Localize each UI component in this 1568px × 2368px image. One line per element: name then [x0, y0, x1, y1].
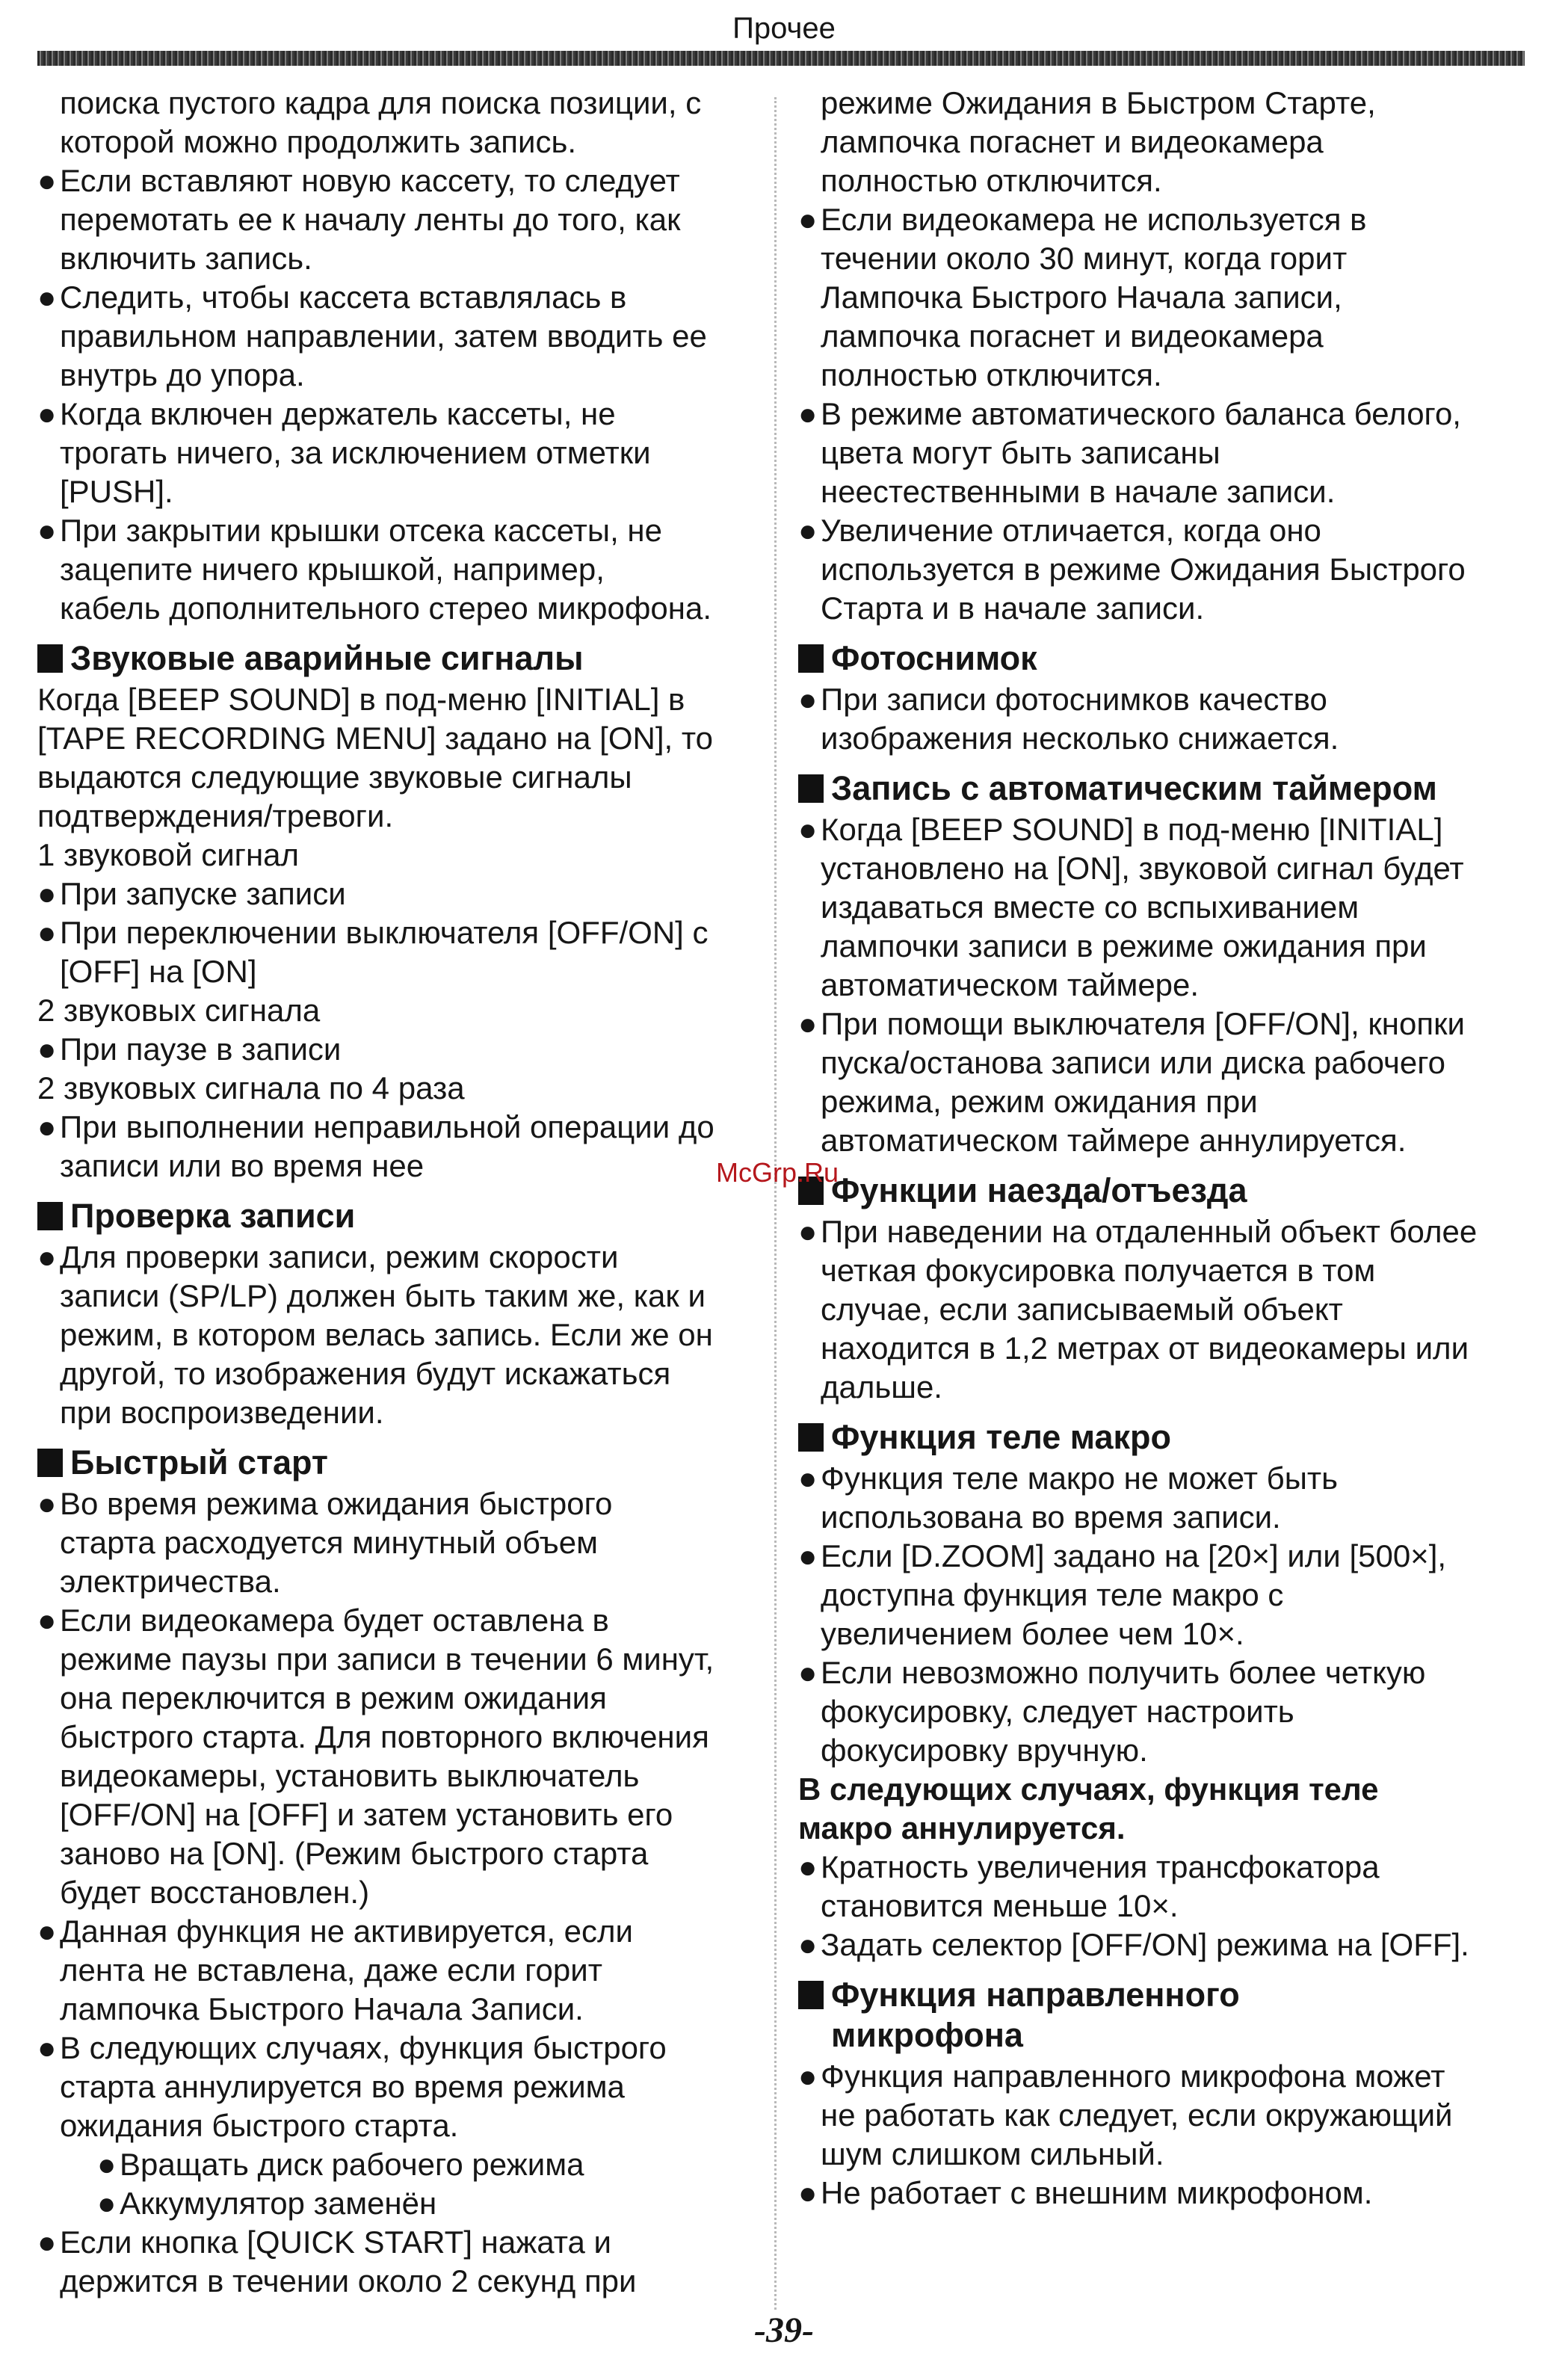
bullet-text: Кратность увеличения трансфокатора — [821, 1849, 1380, 1884]
text-line: [TAPE RECORDING MENU] задано на [ON], то — [37, 721, 713, 756]
bullet-text: режим, в котором велась запись. Если же он — [60, 1317, 713, 1352]
bullet-line — [798, 356, 1523, 395]
bullet-icon: ● — [798, 396, 818, 431]
bullet-line — [798, 511, 1523, 550]
text-line: макро аннулируется. — [798, 1810, 1126, 1846]
bullet-line — [37, 589, 755, 628]
intro-bullets — [37, 161, 755, 628]
bullet-line — [37, 1757, 755, 1795]
bullet-text: лампочка погаснет и видеокамера — [821, 318, 1324, 354]
bullet-text: четкая фокусировка получается в том — [821, 1253, 1376, 1288]
page-header: Прочее — [732, 12, 836, 45]
section-heading-photo: Фотоснимок — [798, 638, 1523, 679]
bullet-line — [798, 1082, 1523, 1121]
bullet-text: Если [D.ZOOM] задано на [20×] или [500×], — [821, 1538, 1447, 1573]
bullet-text: течении около 30 минут, когда горит — [821, 241, 1348, 276]
bullet-text: неестественными в начале записи. — [821, 474, 1336, 509]
text-line: которой можно продолжить запись. — [60, 124, 577, 159]
text-line: лампочка погаснет и видеокамера — [821, 124, 1324, 159]
section-heading-beep: Звуковые аварийные сигналы — [37, 638, 755, 679]
bullet-line — [798, 1368, 1523, 1407]
bullet-line — [798, 966, 1523, 1005]
bullet-item — [798, 511, 1523, 628]
bullet-icon: ● — [798, 513, 818, 548]
bullet-line — [37, 511, 755, 550]
bullet-line — [798, 278, 1523, 317]
bullet-icon: ● — [37, 1109, 57, 1144]
bullet-text: изображения несколько снижается. — [821, 721, 1339, 756]
bullet-text: При наведении на отдаленный объект более — [821, 1214, 1478, 1249]
bullet-line — [798, 810, 1523, 849]
bullet-line — [798, 239, 1523, 278]
bullet-text: фокусировку, следует настроить — [821, 1694, 1294, 1729]
bullet-line — [798, 1498, 1523, 1537]
bullet-line — [37, 356, 755, 395]
bullet-line — [37, 1523, 755, 1562]
intro-lines — [37, 84, 755, 161]
section-heading-mic: Функция направленного — [798, 1975, 1523, 2015]
bullet-line — [798, 1459, 1523, 1498]
bullet-line: ● Если кнопка [QUICK START] нажата и — [37, 2223, 755, 2262]
bullet-line — [37, 317, 755, 356]
bullet-text: зацепите ничего крышкой, например, — [60, 552, 605, 587]
bullet-text: видеокамеры, установить выключатель — [60, 1758, 640, 1793]
bullet-line — [37, 1834, 755, 1873]
bullet-text: [PUSH]. — [60, 474, 173, 509]
bullet-line — [798, 200, 1523, 239]
bullet-icon: ● — [37, 1603, 57, 1638]
bullet-icon: ● — [37, 1239, 57, 1274]
bullet-text: трогать ничего, за исключением отметки — [60, 435, 651, 470]
bullet-line — [798, 1692, 1523, 1731]
bullet-text: используется в режиме Ожидания Быстрого — [821, 552, 1466, 587]
bullet-text: старта расходуется минутный объем — [60, 1525, 598, 1560]
bullet-text: В следующих случаях, функция быстрого — [60, 2030, 667, 2065]
bullet-line — [798, 719, 1523, 758]
bullet-text: При помощи выключателя [OFF/ON], кнопки — [821, 1006, 1465, 1041]
bullet-text: другой, то изображения будут искажаться — [60, 1356, 671, 1391]
bullet-text: автоматическом таймере. — [821, 967, 1200, 1002]
bullet-line — [798, 317, 1523, 356]
page-number: -39- — [754, 2310, 814, 2350]
bullet-item — [37, 2029, 755, 2145]
text-line: поиска пустого кадра для поиска позиции, с — [60, 85, 702, 120]
bullet-text: Когда [BEEP SOUND] в под-меню [INITIAL] — [821, 812, 1443, 847]
bullet-item — [37, 1238, 755, 1432]
bullet-line — [798, 550, 1523, 589]
bullet-icon: ● — [37, 396, 57, 431]
text-line: подтверждения/тревоги. — [37, 798, 394, 833]
bullet-line — [37, 1393, 755, 1432]
bullet-line — [37, 1484, 755, 1523]
bullet-line — [798, 680, 1523, 719]
bullet-item — [798, 2174, 1523, 2213]
bullet-text: лента не вставлена, даже если горит — [60, 1952, 602, 1988]
section-marker-icon — [798, 774, 824, 803]
section-marker-icon — [37, 1202, 63, 1230]
bullet-line — [37, 875, 755, 913]
bullet-text: будет восстановлен.) — [60, 1875, 370, 1910]
bullet-line — [798, 1537, 1523, 1576]
continued-bullets — [798, 200, 1523, 628]
bullet-icon: ● — [37, 1914, 57, 1949]
bullet-icon: ● — [798, 1006, 818, 1041]
bullet-text: записи или во время нее — [60, 1148, 425, 1183]
bullet-text: лампочка Быстрого Начала Записи. — [60, 1991, 584, 2026]
bullet-line — [798, 2096, 1523, 2135]
bullet-text: заново на [ON]. (Режим быстрого старта — [60, 1836, 649, 1871]
bullet-line — [37, 1601, 755, 1640]
photo-bullets — [798, 680, 1523, 758]
bullet-line — [37, 1795, 755, 1834]
bullet-line — [37, 913, 755, 952]
column-divider — [774, 97, 777, 2310]
bullet-line — [798, 1576, 1523, 1615]
bullet-line — [37, 1277, 755, 1316]
quick-start-last-bullet — [37, 2223, 755, 2301]
bullet-text: [OFF/ON] на [OFF] и затем установить его — [60, 1797, 673, 1832]
bullet-text: Лампочка Быстрого Начала записи, — [821, 280, 1342, 315]
section-heading-check: Проверка записи — [37, 1196, 755, 1236]
bullet-text: При выполнении неправильной операции до — [60, 1109, 714, 1144]
bullet-text: Когда включен держатель кассеты, не — [60, 396, 616, 431]
tele-macro-cancel-title — [798, 1770, 1523, 1848]
section-marker-icon — [798, 644, 824, 673]
bullet-line — [798, 2057, 1523, 2096]
beep-group-label: 2 звуковых сигнала — [37, 993, 321, 1028]
tele-macro-cancel-bullets — [798, 1848, 1523, 1964]
bullet-icon: ● — [97, 2147, 117, 2182]
bullet-text: не работать как следует, если окружающий — [821, 2097, 1453, 2133]
bullet-text: [OFF] на [ON] — [60, 954, 257, 989]
bullet-line — [798, 1653, 1523, 1692]
check-bullets — [37, 1238, 755, 1432]
bullet-line — [798, 1043, 1523, 1082]
bullet-icon: ● — [798, 812, 818, 847]
bullet-item — [37, 1484, 755, 1601]
bullet-text: быстрого старта. Для повторного включения — [60, 1719, 709, 1754]
bullet-text: Если видеокамера будет оставлена в — [60, 1603, 609, 1638]
bullet-item — [37, 875, 755, 913]
bullet-line — [37, 1679, 755, 1718]
bullet-text: использована во время записи. — [821, 1499, 1281, 1535]
beep-intro — [37, 680, 755, 836]
bullet-line — [37, 239, 755, 278]
bullet-line — [37, 434, 755, 472]
text-line: выдаются следующие звуковые сигналы — [37, 759, 632, 795]
bullet-text: при воспроизведении. — [60, 1395, 384, 1430]
bullet-icon: ● — [37, 163, 57, 198]
bullet-text: Увеличение отличается, когда оно — [821, 513, 1321, 548]
bullet-text: находится в 1,2 метрах от видеокамеры или — [821, 1331, 1469, 1366]
watermark-text: McGrp.Ru — [716, 1157, 839, 1188]
bullet-item — [798, 395, 1523, 511]
bullet-line — [37, 550, 755, 589]
bullet-line — [798, 434, 1523, 472]
section-marker-icon — [37, 1449, 63, 1477]
bullet-item — [37, 511, 755, 628]
bullet-item — [798, 1653, 1523, 1770]
bullet-line — [37, 1640, 755, 1679]
quick-start-bullets — [37, 1484, 755, 2145]
bullet-text: увеличением более чем 10×. — [821, 1616, 1244, 1651]
section-heading-mic-line2: микрофона — [831, 2016, 1023, 2054]
section-marker-icon — [37, 644, 63, 673]
bullet-line — [37, 1147, 755, 1185]
bullet-icon: ● — [97, 2186, 117, 2221]
text-line: Когда [BEEP SOUND] в под-меню [INITIAL] в — [37, 682, 685, 717]
bullet-line — [37, 1238, 755, 1277]
bullet-line — [37, 161, 755, 200]
bullet-text: При закрытии крышки отсека кассеты, не — [60, 513, 662, 548]
bullet-text: лампочки записи в режиме ожидания при — [821, 928, 1427, 963]
bullet-line — [37, 278, 755, 317]
header-rule — [37, 51, 1525, 66]
bullet-item — [798, 1005, 1523, 1160]
bullet-text: При паузе в записи — [60, 1032, 342, 1067]
bullet-line — [37, 1718, 755, 1757]
bullet-line — [798, 1121, 1523, 1160]
bullet-text: Если невозможно получить более четкую — [821, 1655, 1426, 1690]
bullet-line — [37, 1873, 755, 1912]
bullet-text: внутрь до упора. — [60, 357, 305, 392]
beep-group-bullets — [37, 1030, 755, 1069]
bullet-text: правильном направлении, затем вводить ее — [60, 318, 707, 354]
bullet-icon: ● — [798, 1927, 818, 1962]
bullet-line — [798, 395, 1523, 434]
bullet-item — [798, 810, 1523, 1005]
bullet-text: она переключится в режим ожидания — [60, 1680, 607, 1715]
bullet-icon: ● — [798, 1461, 818, 1496]
bullet-line — [798, 1731, 1523, 1770]
bullet-line: держится в течении около 2 секунд при — [60, 2263, 637, 2298]
bullet-line — [37, 472, 755, 511]
beep-group-label: 2 звуковых сигнала по 4 раза — [37, 1070, 465, 1106]
bullet-text: режима, режим ожидания при — [821, 1084, 1258, 1119]
bullet-line — [37, 1562, 755, 1601]
section-heading-tele-macro: Функция теле макро — [798, 1417, 1523, 1458]
bullet-line — [37, 1912, 755, 1951]
bullet-item — [798, 1925, 1523, 1964]
bullet-line — [798, 2174, 1523, 2213]
bullet-line — [798, 589, 1523, 628]
bullet-line — [798, 927, 1523, 966]
section-marker-icon — [798, 1981, 824, 2009]
bullet-text: автоматическом таймере аннулируется. — [821, 1123, 1407, 1158]
bullet-text: Во время режима ожидания быстрого — [60, 1486, 613, 1521]
bullet-item — [37, 1108, 755, 1185]
bullet-line — [37, 1030, 755, 1069]
bullet-item — [798, 680, 1523, 758]
tele-macro-bullets — [798, 1459, 1523, 1770]
bullet-icon: ● — [37, 1486, 57, 1521]
bullet-line — [798, 1212, 1523, 1251]
bullet-item — [37, 278, 755, 395]
bullet-text: Следить, чтобы кассета вставлялась в — [60, 280, 627, 315]
bullet-line — [798, 1329, 1523, 1368]
bullet-text: доступна функция теле макро с — [821, 1577, 1284, 1612]
bullet-icon: ● — [798, 682, 818, 717]
bullet-icon: ● — [798, 1538, 818, 1573]
text-line: полностью отключится. — [821, 163, 1162, 198]
bullet-item — [798, 1848, 1523, 1925]
section-heading-quick-start: Быстрый старт — [37, 1443, 755, 1483]
quick-start-sub-bullets — [37, 2145, 755, 2223]
bullet-line — [798, 1848, 1523, 1887]
section-marker-icon — [798, 1423, 824, 1452]
bullet-text: Если вставляют новую кассету, то следует — [60, 163, 680, 198]
bullet-icon: ● — [37, 1032, 57, 1067]
section-heading-zoom: Функции наезда/отъезда — [798, 1171, 1523, 1211]
bullet-line — [798, 849, 1523, 888]
bullet-icon: ● — [798, 1849, 818, 1884]
bullet-item — [37, 1601, 755, 1912]
bullet-text: фокусировку вручную. — [821, 1733, 1148, 1768]
bullet-line — [798, 1615, 1523, 1653]
bullet-item — [37, 913, 755, 991]
beep-group-label: 1 звуковой сигнал — [37, 837, 300, 872]
bullet-line — [37, 1316, 755, 1354]
bullet-line — [798, 1887, 1523, 1925]
bullet-item — [798, 1459, 1523, 1537]
bullet-icon: ● — [37, 280, 57, 315]
bullet-text: перемотать ее к началу ленты до того, как — [60, 202, 681, 237]
bullet-line — [798, 472, 1523, 511]
bullet-text: ожидания быстрого старта. — [60, 2108, 459, 2143]
bullet-text: Функция теле макро не может быть — [821, 1461, 1338, 1496]
bullet-text: пуска/останова записи или диска рабочего — [821, 1045, 1446, 1080]
bullet-text: издаваться вместе со вспыхиванием — [821, 889, 1359, 925]
bullet-text: Старта и в начале записи. — [821, 591, 1205, 626]
bullet-text: цвета могут быть записаны — [821, 435, 1220, 470]
text-line: В следующих случаях, функция теле — [798, 1772, 1379, 1807]
bullet-line — [37, 2068, 755, 2106]
mic-bullets — [798, 2057, 1523, 2213]
bullet-icon: ● — [37, 2224, 57, 2260]
bullet-line — [798, 1925, 1523, 1964]
bullet-text: дальше. — [821, 1369, 942, 1405]
bullet-item — [37, 1030, 755, 1069]
bullet-line — [37, 1990, 755, 2029]
bullet-line — [37, 395, 755, 434]
bullet-text: случае, если записываемый объект — [821, 1292, 1343, 1327]
bullet-icon: ● — [798, 1214, 818, 1249]
bullet-line — [37, 200, 755, 239]
bullet-text: Данная функция не активируется, если — [60, 1914, 633, 1949]
bullet-line — [37, 2106, 755, 2145]
timer-bullets — [798, 810, 1523, 1160]
bullet-item — [798, 1212, 1523, 1407]
bullet-line — [798, 888, 1523, 927]
bullet-text: установлено на [ON], звуковой сигнал будет — [821, 851, 1464, 886]
bullet-item — [798, 1537, 1523, 1653]
beep-group-bullets — [37, 875, 755, 991]
bullet-text: электричества. — [60, 1564, 281, 1599]
bullet-text: режиме паузы при записи в течении 6 минут, — [60, 1641, 714, 1677]
sub-bullet-item: ● Аккумулятор заменён — [37, 2184, 755, 2223]
bullet-text: полностью отключится. — [821, 357, 1162, 392]
bullet-line — [37, 1951, 755, 1990]
section-heading-timer: Запись с автоматическим таймером — [798, 768, 1523, 809]
bullet-line — [798, 1290, 1523, 1329]
bullet-text: становится меньше 10×. — [821, 1888, 1179, 1923]
bullet-icon: ● — [37, 2030, 57, 2065]
bullet-line — [37, 1108, 755, 1147]
bullet-line — [37, 2029, 755, 2068]
bullet-text: При переключении выключателя [OFF/ON] с — [60, 915, 709, 950]
zoom-bullets — [798, 1212, 1523, 1407]
bullet-icon: ● — [37, 876, 57, 911]
bullet-line — [37, 1354, 755, 1393]
bullet-text: При запуске записи — [60, 876, 346, 911]
text-line: режиме Ожидания в Быстром Старте, — [821, 85, 1376, 120]
bullet-text: старта аннулируется во время режима — [60, 2069, 625, 2104]
continued-lines — [798, 84, 1523, 200]
bullet-line — [798, 1251, 1523, 1290]
bullet-icon: ● — [37, 915, 57, 950]
bullet-text: Функция направленного микрофона может — [821, 2059, 1445, 2094]
bullet-text: Для проверки записи, режим скорости — [60, 1239, 619, 1274]
bullet-text: записи (SP/LP) должен быть таким же, как и — [60, 1278, 706, 1313]
bullet-text: При записи фотоснимков качество — [821, 682, 1327, 717]
bullet-icon: ● — [798, 1655, 818, 1690]
bullet-item — [37, 395, 755, 511]
sub-bullet-item: ● Вращать диск рабочего режима — [37, 2145, 755, 2184]
left-column — [37, 84, 755, 2301]
beep-group-bullets — [37, 1108, 755, 1185]
bullet-icon: ● — [37, 513, 57, 548]
bullet-text: Задать селектор [OFF/ON] режима на [OFF]. — [821, 1927, 1469, 1962]
bullet-item — [37, 1912, 755, 2029]
bullet-item — [798, 200, 1523, 395]
bullet-text: Если видеокамера не используется в — [821, 202, 1367, 237]
bullet-icon: ● — [798, 2059, 818, 2094]
bullet-line — [798, 1005, 1523, 1043]
right-column — [798, 84, 1523, 2213]
bullet-text: включить запись. — [60, 241, 312, 276]
bullet-item — [798, 2057, 1523, 2174]
bullet-line — [37, 952, 755, 991]
bullet-text: В режиме автоматического баланса белого, — [821, 396, 1461, 431]
bullet-text: кабель дополнительного стерео микрофона. — [60, 591, 712, 626]
bullet-text: шум слишком сильный. — [821, 2136, 1164, 2171]
bullet-text: Не работает с внешним микрофоном. — [821, 2175, 1373, 2210]
bullet-line — [798, 2135, 1523, 2174]
bullet-item — [37, 161, 755, 278]
bullet-icon: ● — [798, 2175, 818, 2210]
bullet-icon: ● — [798, 202, 818, 237]
